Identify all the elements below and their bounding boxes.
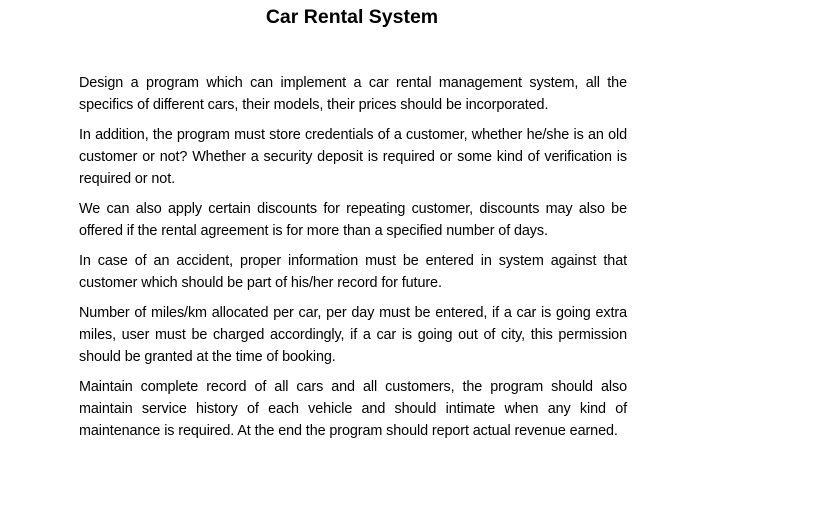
paragraph-mileage: Number of miles/km allocated per car, per day must be entered, if a car is going extra miles, user must be charged accordingly, if a car is going out of city, this permission should be granted at the time of booking.	[79, 305, 627, 365]
paragraph-accident: In case of an accident, proper information must be entered in system against that customer which should be part of his/her record for future.	[79, 253, 627, 291]
paragraph-records: Maintain complete record of all cars and all customers, the program should also maintain service history of each vehicle and should intimate when any kind of maintenance is required. At the end the program should report actual revenue earned.	[79, 379, 627, 439]
paragraph-credentials: In addition, the program must store credentials of a customer, whether he/she is an old customer or not? Whether a security deposit is required or some kind of verification is required or not.	[79, 127, 627, 187]
document-title: Car Rental System	[265, 6, 439, 28]
document-body	[79, 72, 627, 450]
paragraph-design: Design a program which can implement a car rental management system, all the specifics of different cars, their models, their prices should be incorporated.	[79, 75, 627, 113]
paragraph-discounts: We can also apply certain discounts for repeating customer, discounts may also be offered if the rental agreement is for more than a specified number of days.	[79, 201, 627, 239]
